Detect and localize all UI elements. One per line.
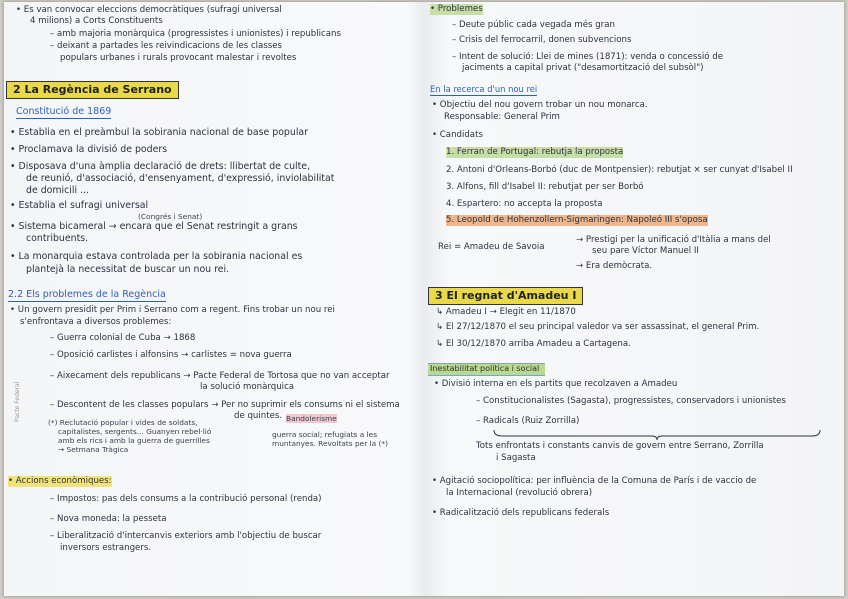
candidate-item: 3. Alfons, fill d'Isabel II: rebutjat per ser Borbó [446,182,644,192]
constitution-item: • Proclamava la divisió de poders [10,144,168,155]
constitution-item: • Sistema bicameral → encara que el Senat restringit a grans [10,221,298,232]
search-item: • Candidats [432,130,483,140]
search-item: • Objectiu del nou govern trobar un nou monarca. [432,100,648,110]
constitution-item: de domicili ... [26,185,90,196]
popular-note: → Setmana Tràgica [58,445,129,454]
problems-line: – Descontent de les classes populars → Per no suprimir els consums ni el sistema [50,400,400,410]
problems-line: s'enfrontava a diversos problemes: [20,317,172,327]
king-line: Rei = Amadeu de Savoia [438,242,545,252]
king-note: seu pare Víctor Manuel II [592,246,699,256]
right-column [426,2,844,596]
intro-line: populars urbanes i rurals provocant malestar i revoltes [60,53,297,63]
problems-line: – Oposició carlistes i alfonsins → carlistes = nova guerra [50,350,292,360]
constitution-item: • La monarquia estava controlada per la sobirania nacional es [10,251,303,262]
constitution-item: • Establia el sufragi universal [10,200,149,211]
intro-line: – amb majoria monàrquica (progressistes i unionistes) i republicans [50,29,341,39]
constitution-item: • Disposava d'una àmplia declaració de drets: llibertat de culte, [10,161,311,172]
closing-item: • Radicalització dels republicans federals [432,508,610,518]
reign-item: ↳ El 30/12/1870 arriba Amadeu a Cartagena. [436,339,631,349]
reign-item: ↳ Amadeu I → Elegit en 11/1870 [436,307,576,317]
brace-icon [492,428,822,442]
instability-item: – Radicals (Ruiz Zorrilla) [476,416,580,426]
candidate-item: 2. Antoni d'Orleans-Borbó (duc de Montpensier): rebutjat × ser cunyat d'Isabel II [446,165,793,175]
problems-line: la solució monàrquica [200,382,295,392]
problems-line: de quintes. [234,411,283,421]
instability-item: i Sagasta [496,453,536,463]
social-note: guerra social; refugiats a les [272,430,378,439]
constitution-item: plantejà la necessitat de buscar un nou rei. [26,264,230,275]
instability-item: • Divisió interna en els partits que recolzaven a Amadeu [434,379,678,389]
problems-item: jaciments a capital privat ("desamortització del subsòl") [462,63,704,73]
econ-title: • Accions econòmiques: [8,476,112,486]
reign-item: ↳ El 27/12/1870 el seu principal valedor va ser assassinat, el general Prim. [436,322,760,332]
popular-note: capitalistes, sergents... Guanyen rebel·lió [58,427,212,436]
section-2-2-title: 2.2 Els problemes de la Regència [8,289,166,300]
econ-item: – Nova moneda: la pesseta [50,514,167,524]
problems-title: • Problemes [430,4,483,14]
constitution-title: Constitució de 1869 [16,106,112,117]
candidate-item: 4. Espartero: no accepta la proposta [446,199,603,209]
notebook-page [4,2,844,596]
candidate-item: 5. Leopold de Hohenzollern-Sigmaringen: Napoleó III s'oposa [446,215,708,225]
problems-item: – Crisis del ferrocarril, donen subvencions [452,35,632,45]
margin-note: Pacte Federal [14,381,21,422]
popular-note: (*) Reclutació popular i vides de soldats, [48,418,198,427]
instability-item: – Constitucionalistes (Sagasta), progressistes, conservadors i unionistes [476,396,786,406]
king-note: → Prestigi per la unificació d'Itàlia a mans del [576,235,771,245]
section-3-title: 3 El regnat d'Amadeu I [428,287,583,305]
intro-line: • Es van convocar eleccions democràtiques (sufragi universal [16,5,282,15]
intro-line: – deixant a partades les reivindicacions de les classes [50,41,283,51]
problems-item: – Intent de solució: Llei de mines (1871): venda o concessió de [452,52,723,62]
problems-line: – Aixecament dels republicans → Pacte Federal de Tortosa que no van acceptar [50,371,390,381]
econ-item: – Impostos: pas dels consums a la contribució personal (renda) [50,494,322,504]
constitution-item: • Establia en el preàmbul la sobirania nacional de base popular [10,127,309,138]
section-2-title: 2 La Regència de Serrano [6,81,179,99]
problems-item: – Deute públic cada vegada més gran [452,20,615,30]
closing-item: la Internacional (revolució obrera) [446,488,593,498]
constitution-item: contribuents. [26,233,89,244]
social-note: Bandolerisme [286,414,337,423]
problems-line: • Un govern presidit per Prim i Serrano com a regent. Fins trobar un nou rei [10,305,335,315]
problems-line: – Guerra colonial de Cuba → 1868 [50,333,196,343]
closing-item: • Agitació sociopolítica: per influència de la Comuna de París i de vaccio de [432,476,757,486]
constitution-item: de reunió, d'associació, d'ensenyament, d'expressió, inviolabilitat [26,173,335,184]
intro-line: 4 milions) a Corts Constituents [30,16,163,26]
popular-note: amb els rics i amb la guerra de guerrilles [58,436,210,445]
left-column [4,2,422,596]
econ-item: inversors estrangers. [60,543,152,553]
instability-item: Tots enfrontats i constants canvis de govern entre Serrano, Zorrilla [476,441,764,451]
econ-item: – Liberalització d'intercanvis exteriors amb l'objectiu de buscar [50,531,322,541]
search-title: En la recerca d'un nou rei [430,84,538,94]
candidate-item: 1. Ferran de Portugal: rebutja la proposta [446,147,624,157]
instability-title: Inestabilitat política i social [428,363,545,376]
constitution-note: (Congrés i Senat) [138,212,203,221]
search-item: Responsable: General Prim [444,112,560,122]
king-note: → Era demòcrata. [576,261,653,271]
social-note: muntanyes. Revoltats per la (*) [272,439,388,448]
